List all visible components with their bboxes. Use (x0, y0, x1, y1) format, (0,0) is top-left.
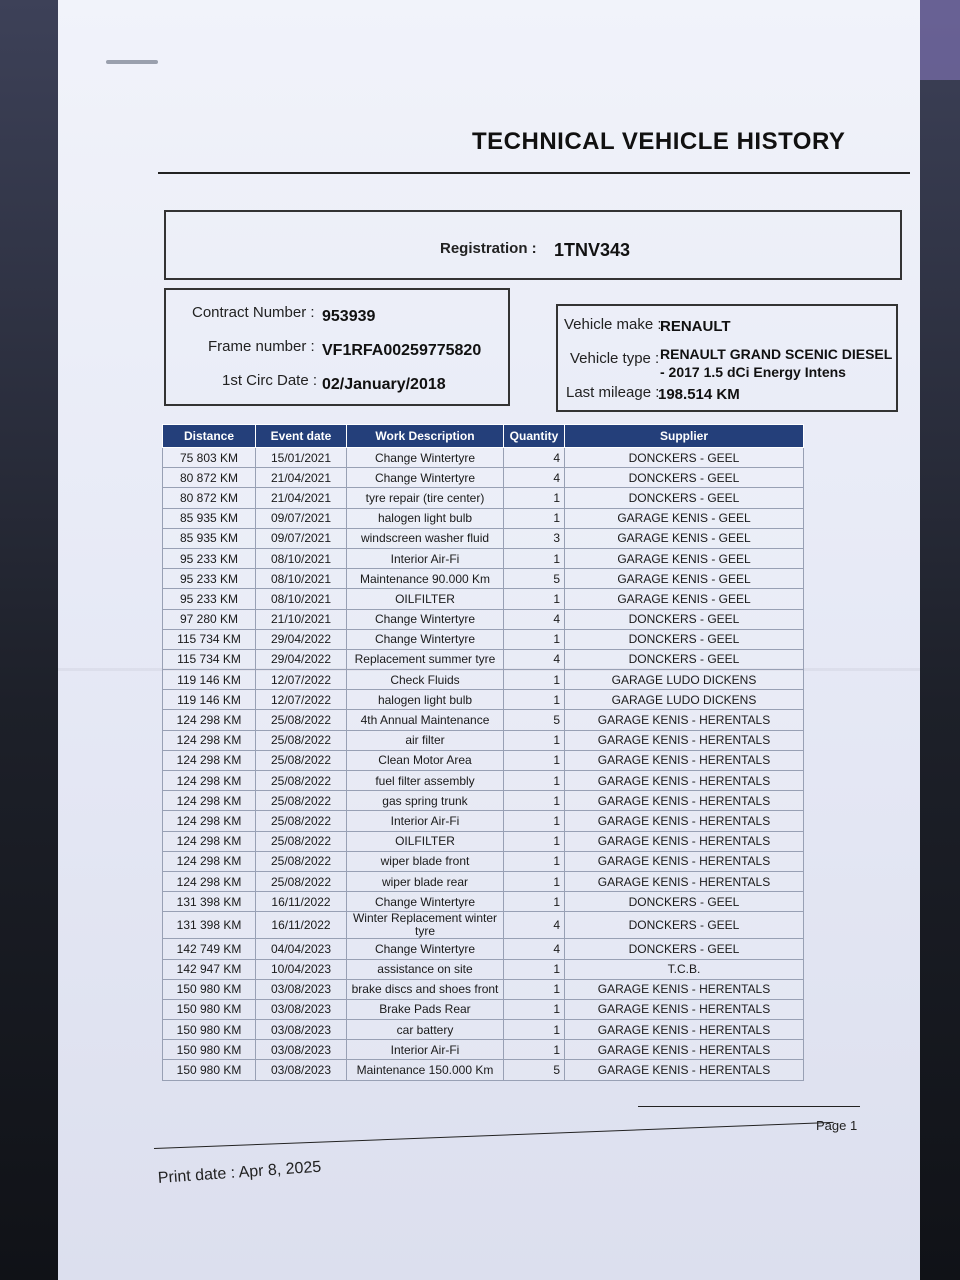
event-date-cell: 25/08/2022 (256, 811, 347, 831)
quantity-cell: 4 (504, 448, 565, 468)
distance-cell: 150 980 KM (163, 1040, 256, 1060)
work-description-cell: Interior Air-Fi (347, 811, 504, 831)
work-description-cell: car battery (347, 1020, 504, 1040)
table-row (163, 468, 804, 488)
title-divider (158, 172, 910, 174)
distance-cell: 142 749 KM (163, 939, 256, 959)
distance-cell: 124 298 KM (163, 791, 256, 811)
table-row (163, 912, 804, 939)
frame-value: VF1RFA00259775820 (322, 342, 482, 359)
table-row (163, 959, 804, 979)
distance-cell: 95 233 KM (163, 569, 256, 589)
event-date-cell: 12/07/2022 (256, 670, 347, 690)
supplier-cell: T.C.B. (565, 959, 804, 979)
table-row (163, 629, 804, 649)
work-description-cell: Maintenance 90.000 Km (347, 569, 504, 589)
distance-cell: 142 947 KM (163, 959, 256, 979)
distance-cell: 95 233 KM (163, 548, 256, 568)
table-row (163, 979, 804, 999)
work-description-cell: Change Wintertyre (347, 609, 504, 629)
contract-box (164, 288, 510, 406)
supplier-cell: GARAGE KENIS - HERENTALS (565, 831, 804, 851)
quantity-cell: 1 (504, 750, 565, 770)
event-date-cell: 10/04/2023 (256, 959, 347, 979)
quantity-cell: 1 (504, 979, 565, 999)
quantity-cell: 1 (504, 892, 565, 912)
quantity-cell: 1 (504, 508, 565, 528)
distance-cell: 124 298 KM (163, 771, 256, 791)
distance-cell: 85 935 KM (163, 508, 256, 528)
frame-label: Frame number : (208, 338, 315, 355)
quantity-cell: 1 (504, 811, 565, 831)
supplier-cell: GARAGE KENIS - HERENTALS (565, 811, 804, 831)
circ-date-value: 02/January/2018 (322, 376, 446, 393)
work-description-cell: Winter Replacement winter tyre (347, 912, 504, 939)
quantity-cell: 1 (504, 1020, 565, 1040)
supplier-cell: GARAGE LUDO DICKENS (565, 670, 804, 690)
work-description-cell: Replacement summer tyre (347, 649, 504, 669)
table-row (163, 892, 804, 912)
footer-rule-right (638, 1106, 860, 1107)
distance-cell: 150 980 KM (163, 999, 256, 1019)
distance-cell: 124 298 KM (163, 831, 256, 851)
distance-cell: 150 980 KM (163, 1060, 256, 1080)
event-date-cell: 25/08/2022 (256, 851, 347, 871)
table-row (163, 1040, 804, 1060)
quantity-cell: 4 (504, 912, 565, 939)
supplier-cell: DONCKERS - GEEL (565, 448, 804, 468)
header-supplier: Supplier (565, 425, 804, 448)
work-description-cell: assistance on site (347, 959, 504, 979)
distance-cell: 80 872 KM (163, 468, 256, 488)
quantity-cell: 5 (504, 569, 565, 589)
work-description-cell: gas spring trunk (347, 791, 504, 811)
supplier-cell: DONCKERS - GEEL (565, 892, 804, 912)
table-row (163, 448, 804, 468)
supplier-cell: GARAGE KENIS - HERENTALS (565, 750, 804, 770)
work-description-cell: OILFILTER (347, 589, 504, 609)
event-date-cell: 08/10/2021 (256, 569, 347, 589)
supplier-cell: DONCKERS - GEEL (565, 939, 804, 959)
header-quantity: Quantity (504, 425, 565, 448)
table-row (163, 690, 804, 710)
table-row (163, 750, 804, 770)
quantity-cell: 1 (504, 488, 565, 508)
quantity-cell: 1 (504, 548, 565, 568)
quantity-cell: 5 (504, 710, 565, 730)
quantity-cell: 1 (504, 670, 565, 690)
quantity-cell: 4 (504, 939, 565, 959)
event-date-cell: 03/08/2023 (256, 999, 347, 1019)
distance-cell: 115 734 KM (163, 649, 256, 669)
quantity-cell: 1 (504, 831, 565, 851)
quantity-cell: 1 (504, 629, 565, 649)
event-date-cell: 03/08/2023 (256, 1060, 347, 1080)
table-row (163, 791, 804, 811)
work-description-cell: Interior Air-Fi (347, 548, 504, 568)
work-description-cell: Clean Motor Area (347, 750, 504, 770)
event-date-cell: 29/04/2022 (256, 649, 347, 669)
supplier-cell: GARAGE KENIS - GEEL (565, 589, 804, 609)
table-row (163, 569, 804, 589)
table-row (163, 548, 804, 568)
supplier-cell: GARAGE KENIS - GEEL (565, 548, 804, 568)
distance-cell: 95 233 KM (163, 589, 256, 609)
table-row (163, 1060, 804, 1080)
event-date-cell: 03/08/2023 (256, 979, 347, 999)
type-value-line1: RENAULT GRAND SCENIC DIESEL (660, 346, 893, 362)
distance-cell: 131 398 KM (163, 892, 256, 912)
event-date-cell: 08/10/2021 (256, 589, 347, 609)
event-date-cell: 25/08/2022 (256, 730, 347, 750)
paper-sheet (58, 0, 920, 1280)
event-date-cell: 08/10/2021 (256, 548, 347, 568)
work-description-cell: air filter (347, 730, 504, 750)
table-row (163, 649, 804, 669)
print-date: Print date : Apr 8, 2025 (157, 1158, 322, 1187)
mileage-label: Last mileage : (566, 384, 660, 401)
quantity-cell: 1 (504, 589, 565, 609)
quantity-cell: 1 (504, 771, 565, 791)
table-header-row (163, 425, 804, 448)
work-description-cell: Change Wintertyre (347, 468, 504, 488)
history-table-wrap (162, 424, 804, 1081)
event-date-cell: 16/11/2022 (256, 912, 347, 939)
distance-cell: 124 298 KM (163, 710, 256, 730)
quantity-cell: 1 (504, 871, 565, 891)
make-value: RENAULT (660, 318, 731, 335)
event-date-cell: 09/07/2021 (256, 528, 347, 548)
quantity-cell: 1 (504, 851, 565, 871)
quantity-cell: 4 (504, 609, 565, 629)
event-date-cell: 21/04/2021 (256, 468, 347, 488)
document-title: TECHNICAL VEHICLE HISTORY (472, 128, 846, 155)
event-date-cell: 25/08/2022 (256, 791, 347, 811)
work-description-cell: wiper blade front (347, 851, 504, 871)
work-description-cell: Maintenance 150.000 Km (347, 1060, 504, 1080)
supplier-cell: DONCKERS - GEEL (565, 649, 804, 669)
quantity-cell: 5 (504, 1060, 565, 1080)
supplier-cell: GARAGE KENIS - HERENTALS (565, 771, 804, 791)
event-date-cell: 25/08/2022 (256, 871, 347, 891)
type-label: Vehicle type : (570, 350, 660, 367)
distance-cell: 97 280 KM (163, 609, 256, 629)
work-description-cell: Interior Air-Fi (347, 1040, 504, 1060)
table-row (163, 999, 804, 1019)
event-date-cell: 04/04/2023 (256, 939, 347, 959)
distance-cell: 119 146 KM (163, 670, 256, 690)
distance-cell: 131 398 KM (163, 912, 256, 939)
event-date-cell: 21/04/2021 (256, 488, 347, 508)
header-event-date: Event date (256, 425, 347, 448)
registration-value: 1TNV343 (554, 240, 631, 260)
work-description-cell: windscreen washer fluid (347, 528, 504, 548)
event-date-cell: 12/07/2022 (256, 690, 347, 710)
history-table (162, 424, 804, 1081)
distance-cell: 124 298 KM (163, 811, 256, 831)
event-date-cell: 03/08/2023 (256, 1040, 347, 1060)
work-description-cell: halogen light bulb (347, 690, 504, 710)
supplier-cell: GARAGE KENIS - HERENTALS (565, 791, 804, 811)
work-description-cell: 4th Annual Maintenance (347, 710, 504, 730)
event-date-cell: 03/08/2023 (256, 1020, 347, 1040)
table-row (163, 939, 804, 959)
work-description-cell: brake discs and shoes front (347, 979, 504, 999)
distance-cell: 150 980 KM (163, 1020, 256, 1040)
header-distance: Distance (163, 425, 256, 448)
work-description-cell: OILFILTER (347, 831, 504, 851)
contract-label: Contract Number : (192, 304, 315, 321)
work-description-cell: Change Wintertyre (347, 629, 504, 649)
contract-value: 953939 (322, 308, 376, 325)
supplier-cell: DONCKERS - GEEL (565, 468, 804, 488)
work-description-cell: Brake Pads Rear (347, 999, 504, 1019)
table-row (163, 730, 804, 750)
event-date-cell: 09/07/2021 (256, 508, 347, 528)
quantity-cell: 1 (504, 730, 565, 750)
distance-cell: 119 146 KM (163, 690, 256, 710)
table-row (163, 670, 804, 690)
quantity-cell: 4 (504, 468, 565, 488)
circ-date-label: 1st Circ Date : (222, 372, 318, 389)
event-date-cell: 25/08/2022 (256, 710, 347, 730)
table-row (163, 831, 804, 851)
event-date-cell: 25/08/2022 (256, 750, 347, 770)
distance-cell: 85 935 KM (163, 528, 256, 548)
table-row (163, 710, 804, 730)
work-description-cell: halogen light bulb (347, 508, 504, 528)
quantity-cell: 1 (504, 791, 565, 811)
supplier-cell: GARAGE KENIS - HERENTALS (565, 1020, 804, 1040)
distance-cell: 124 298 KM (163, 730, 256, 750)
supplier-cell: GARAGE KENIS - HERENTALS (565, 871, 804, 891)
distance-cell: 115 734 KM (163, 629, 256, 649)
event-date-cell: 29/04/2022 (256, 629, 347, 649)
supplier-cell: GARAGE KENIS - HERENTALS (565, 851, 804, 871)
table-row (163, 508, 804, 528)
work-description-cell: Change Wintertyre (347, 939, 504, 959)
distance-cell: 75 803 KM (163, 448, 256, 468)
distance-cell: 80 872 KM (163, 488, 256, 508)
table-body (163, 448, 804, 1081)
supplier-cell: GARAGE KENIS - GEEL (565, 569, 804, 589)
table-row (163, 528, 804, 548)
quantity-cell: 1 (504, 999, 565, 1019)
supplier-cell: GARAGE KENIS - HERENTALS (565, 979, 804, 999)
event-date-cell: 25/08/2022 (256, 831, 347, 851)
page-number: Page 1 (816, 1118, 858, 1133)
type-value-line2: - 2017 1.5 dCi Energy Intens (660, 364, 846, 380)
supplier-cell: GARAGE KENIS - HERENTALS (565, 1040, 804, 1060)
quantity-cell: 3 (504, 528, 565, 548)
distance-cell: 124 298 KM (163, 851, 256, 871)
quantity-cell: 1 (504, 690, 565, 710)
table-row (163, 771, 804, 791)
supplier-cell: GARAGE KENIS - HERENTALS (565, 730, 804, 750)
work-description-cell: Check Fluids (347, 670, 504, 690)
work-description-cell: tyre repair (tire center) (347, 488, 504, 508)
supplier-cell: GARAGE KENIS - HERENTALS (565, 1060, 804, 1080)
quantity-cell: 1 (504, 959, 565, 979)
distance-cell: 150 980 KM (163, 979, 256, 999)
staple-mark (106, 60, 158, 64)
supplier-cell: GARAGE KENIS - HERENTALS (565, 710, 804, 730)
event-date-cell: 15/01/2021 (256, 448, 347, 468)
event-date-cell: 25/08/2022 (256, 771, 347, 791)
work-description-cell: wiper blade rear (347, 871, 504, 891)
table-row (163, 488, 804, 508)
quantity-cell: 1 (504, 1040, 565, 1060)
supplier-cell: GARAGE KENIS - HERENTALS (565, 999, 804, 1019)
supplier-cell: GARAGE KENIS - GEEL (565, 528, 804, 548)
work-description-cell: Change Wintertyre (347, 892, 504, 912)
table-row (163, 871, 804, 891)
registration-label: Registration : (440, 240, 537, 257)
supplier-cell: DONCKERS - GEEL (565, 912, 804, 939)
mileage-value: 198.514 KM (658, 386, 740, 403)
supplier-cell: GARAGE LUDO DICKENS (565, 690, 804, 710)
work-description-cell: Change Wintertyre (347, 448, 504, 468)
event-date-cell: 16/11/2022 (256, 892, 347, 912)
vehicle-box (556, 304, 898, 412)
table-row (163, 811, 804, 831)
supplier-cell: DONCKERS - GEEL (565, 609, 804, 629)
table-row (163, 589, 804, 609)
quantity-cell: 4 (504, 649, 565, 669)
make-label: Vehicle make : (564, 316, 662, 333)
footer-rule-left (154, 1122, 834, 1149)
distance-cell: 124 298 KM (163, 871, 256, 891)
event-date-cell: 21/10/2021 (256, 609, 347, 629)
distance-cell: 124 298 KM (163, 750, 256, 770)
work-description-cell: fuel filter assembly (347, 771, 504, 791)
table-row (163, 851, 804, 871)
registration-box (164, 210, 902, 280)
header-work-description: Work Description (347, 425, 504, 448)
supplier-cell: GARAGE KENIS - GEEL (565, 508, 804, 528)
table-row (163, 609, 804, 629)
table-row (163, 1020, 804, 1040)
supplier-cell: DONCKERS - GEEL (565, 488, 804, 508)
supplier-cell: DONCKERS - GEEL (565, 629, 804, 649)
